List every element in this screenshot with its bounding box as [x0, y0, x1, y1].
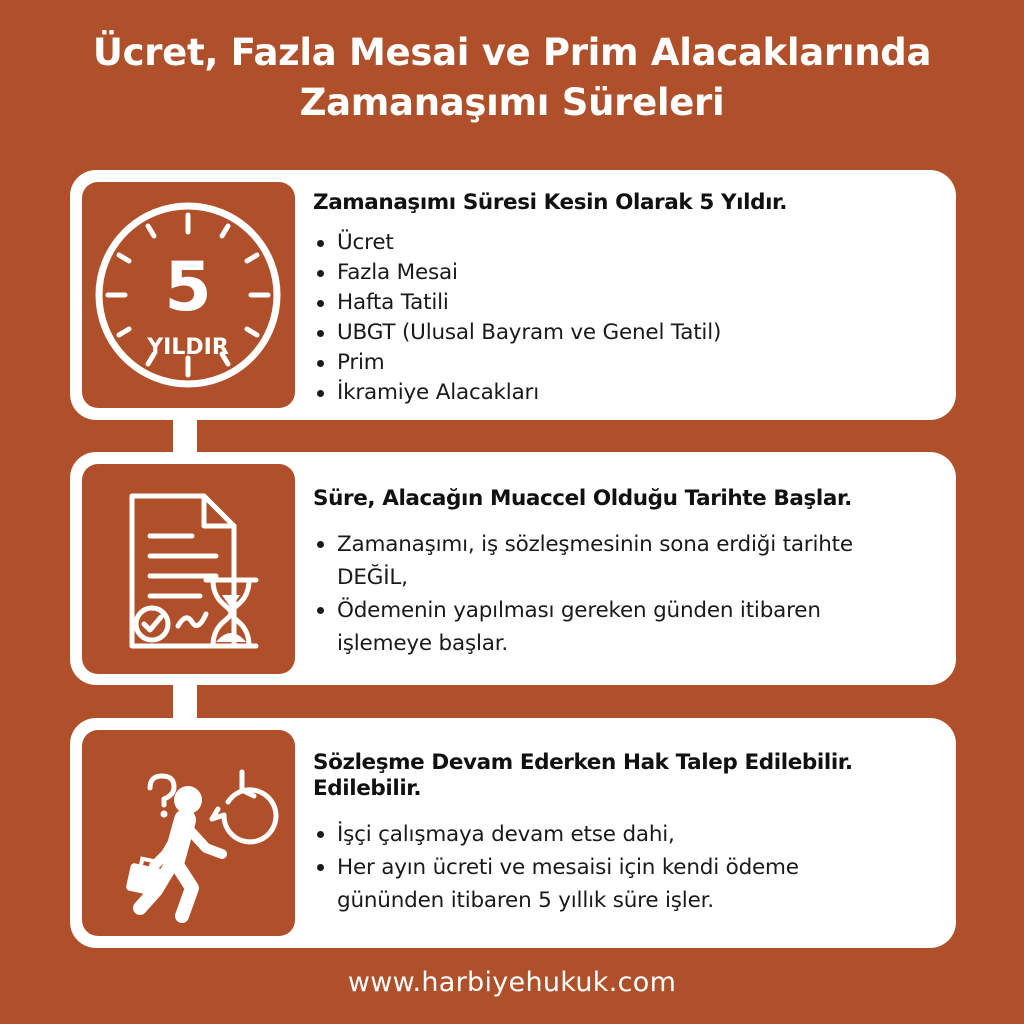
card-2-heading: Süre, Alacağın Muaccel Olduğu Tarihte Başlar. — [313, 486, 852, 511]
clock-label: YILDIR — [147, 335, 229, 360]
list-item: İşçi çalışmaya devam etse dahi, — [313, 818, 873, 851]
card-start-date — [70, 452, 956, 685]
walking-worker-clock-icon — [82, 730, 295, 936]
list-item: Fazla Mesai — [313, 258, 942, 288]
list-item: Prim — [313, 348, 942, 378]
clock-number: 5 — [164, 248, 212, 327]
website-url: www.harbiyehukuk.com — [347, 967, 677, 998]
list-item: Hafta Tatili — [313, 288, 942, 318]
document-hourglass-icon — [82, 464, 295, 674]
card-claim-during-contract — [70, 718, 956, 948]
list-item: Zamanaşımı, iş sözleşmesinin sona erdiği tarihte DEĞİL, — [313, 528, 913, 594]
icon-panel-document — [82, 464, 295, 674]
card-3-heading — [313, 750, 942, 802]
clock-5-years-icon — [82, 182, 295, 408]
list-item: İkramiye Alacakları — [313, 378, 942, 408]
card-1-list — [313, 228, 942, 408]
card-2-list — [313, 528, 913, 660]
card-3-heading-line-1: Sözleşme Devam Ederken Hak Talep Edilebilir. — [313, 750, 853, 775]
list-item: UBGT (Ulusal Bayram ve Genel Tatil) — [313, 318, 942, 348]
card-3-heading-line-2: Edilebilir. — [313, 776, 422, 801]
card-1-heading: Zamanaşımı Süresi Kesin Olarak 5 Yıldır. — [313, 190, 787, 215]
card-limitation-period — [70, 170, 956, 420]
card-3-list — [313, 818, 873, 917]
title-line-1: Ücret, Fazla Mesai ve Prim Alacaklarında — [92, 31, 932, 74]
list-item: Ödemenin yapılması gereken günden itibaren işlemeye başlar. — [313, 594, 913, 660]
list-item: Ücret — [313, 228, 942, 258]
page-title — [0, 28, 1024, 128]
title-line-2: Zamanaşımı Süreleri — [299, 81, 725, 124]
icon-panel-clock — [82, 182, 295, 408]
list-item: Her ayın ücreti ve mesaisi için kendi ödeme gününden itibaren 5 yıllık süre işler. — [313, 851, 873, 917]
icon-panel-worker — [82, 730, 295, 936]
